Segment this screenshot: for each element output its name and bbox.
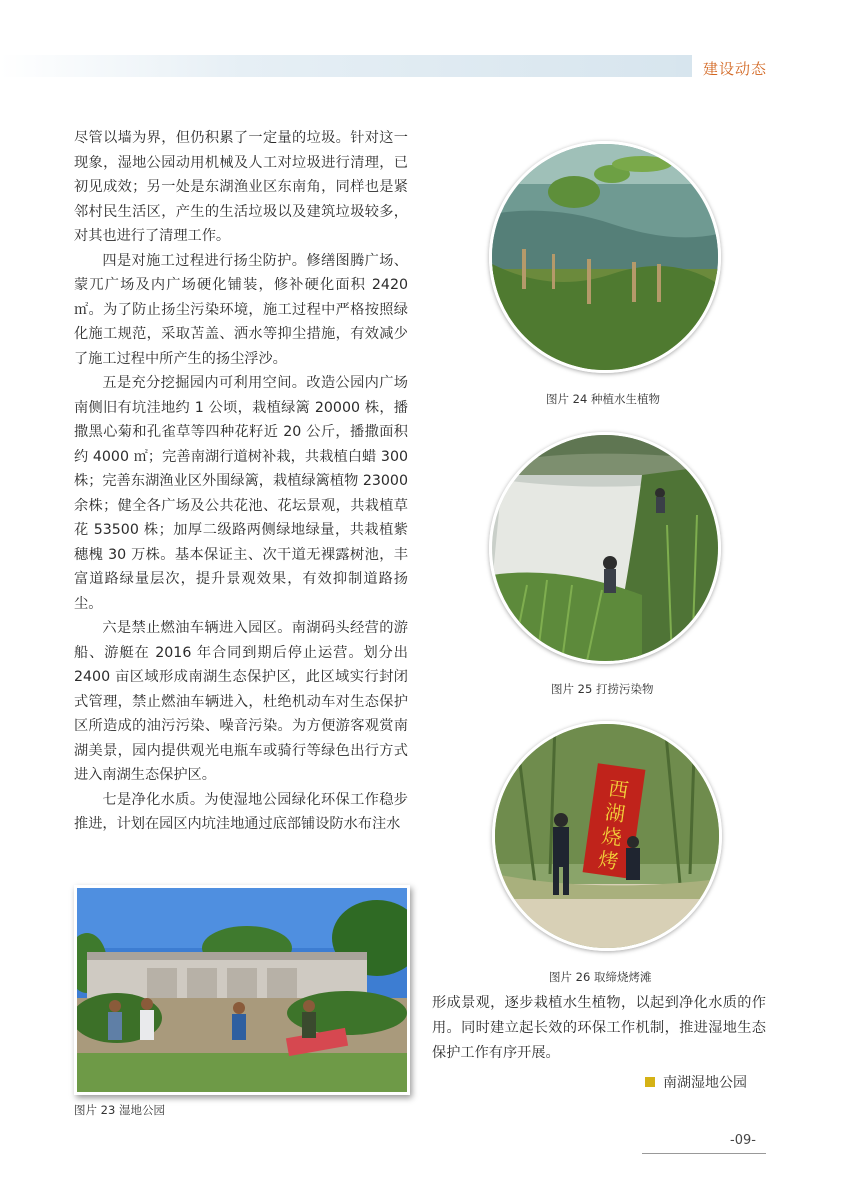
paragraph: 五是充分挖掘园内可利用空间。改造公园内广场南侧旧有坑洼地约 1 公顷，栽植绿篱 20000 株，播撒黑心菊和孔雀草等四种花籽近 20 公斤，播撒面积约 4000 ㎡；完善南湖行道树补栽，共栽植白蜡 300 株；完善东湖渔业区外围绿篱，栽植绿篱植物 23000 余株；健全各广场及公共花池、花坛景观，共栽植草花 53500 株；加厚二级路两侧绿地绿量，共栽植紫穗槐 30 万株。基本保证主、次干道无裸露树池，丰富道路绿量层次，提升景观效果，有效抑制道路扬尘。 [74, 375, 408, 612]
svg-text:烤: 烤 [596, 847, 621, 874]
paragraph: 七是净化水质。为使湿地公园绿化环保工作稳步推进，计划在园区内坑洼地通过底部铺设防水布注水 [74, 791, 408, 832]
page-number: -09- [730, 1133, 756, 1148]
svg-text:湖: 湖 [603, 799, 627, 827]
photo-wetland-park [74, 885, 410, 1095]
figure-24-caption: 图片 24 种植水生植物 [546, 392, 660, 406]
footer-rule [642, 1153, 766, 1154]
paragraph: 四是对施工过程进行扬尘防护。修缮图腾广场、蒙兀广场及内广场硬化铺装，修补硬化面积 2420 ㎡。为了防止扬尘污染环境，施工过程中严格按照绿化施工规范，采取苫盖、洒水等抑尘措施，有效减少了施工过程中所产生的扬尘浮沙。 [74, 252, 408, 367]
photo-barbecue-ban [492, 721, 722, 951]
paragraph: 尽管以墙为界，但仍积累了一定量的垃圾。针对这一现象，湿地公园动用机械及人工对垃圾进行清理，已初见成效；另一处是东湖渔业区东南角，同样也是紧邻村民生活区，产生的生活垃圾以及建筑垃圾较多，对其也进行了清理工作。 [74, 130, 408, 244]
svg-text:烧: 烧 [600, 823, 624, 851]
source-marker-icon [645, 1077, 655, 1087]
figure-26-caption: 图片 26 取缔烧烤滩 [549, 970, 652, 984]
svg-text:西: 西 [606, 776, 631, 803]
section-title: 建设动态 [703, 60, 768, 78]
photo-aquatic-plants [489, 141, 721, 373]
left-column-text [74, 126, 408, 837]
photo-removing-pollutants [489, 432, 721, 664]
paragraph: 六是禁止燃油车辆进入园区。南湖码头经营的游船、游艇在 2016 年合同到期后停止运营。划分出 2400 亩区域形成南湖生态保护区，此区域实行封闭式管理，禁止燃油车辆进入，杜绝机动车对生态保护区所造成的油污污染、噪音污染。为方便游客观赏南湖美景，园内提供观光电瓶车或骑行等绿色出行方式进入南湖生态保护区。 [74, 620, 408, 783]
header-bar [0, 55, 692, 77]
right-column-text [432, 991, 766, 1066]
figure-23-caption: 图片 23 湿地公园 [74, 1103, 165, 1117]
paragraph: 形成景观，逐步栽植水生植物，以起到净化水质的作用。同时建立起长效的环保工作机制，推进湿地生态保护工作有序开展。 [432, 995, 766, 1061]
source-label [645, 1072, 747, 1092]
header-bar-notch [676, 55, 692, 77]
source-name: 南湖湿地公园 [663, 1075, 747, 1091]
figure-25-caption: 图片 25 打捞污染物 [551, 682, 654, 696]
